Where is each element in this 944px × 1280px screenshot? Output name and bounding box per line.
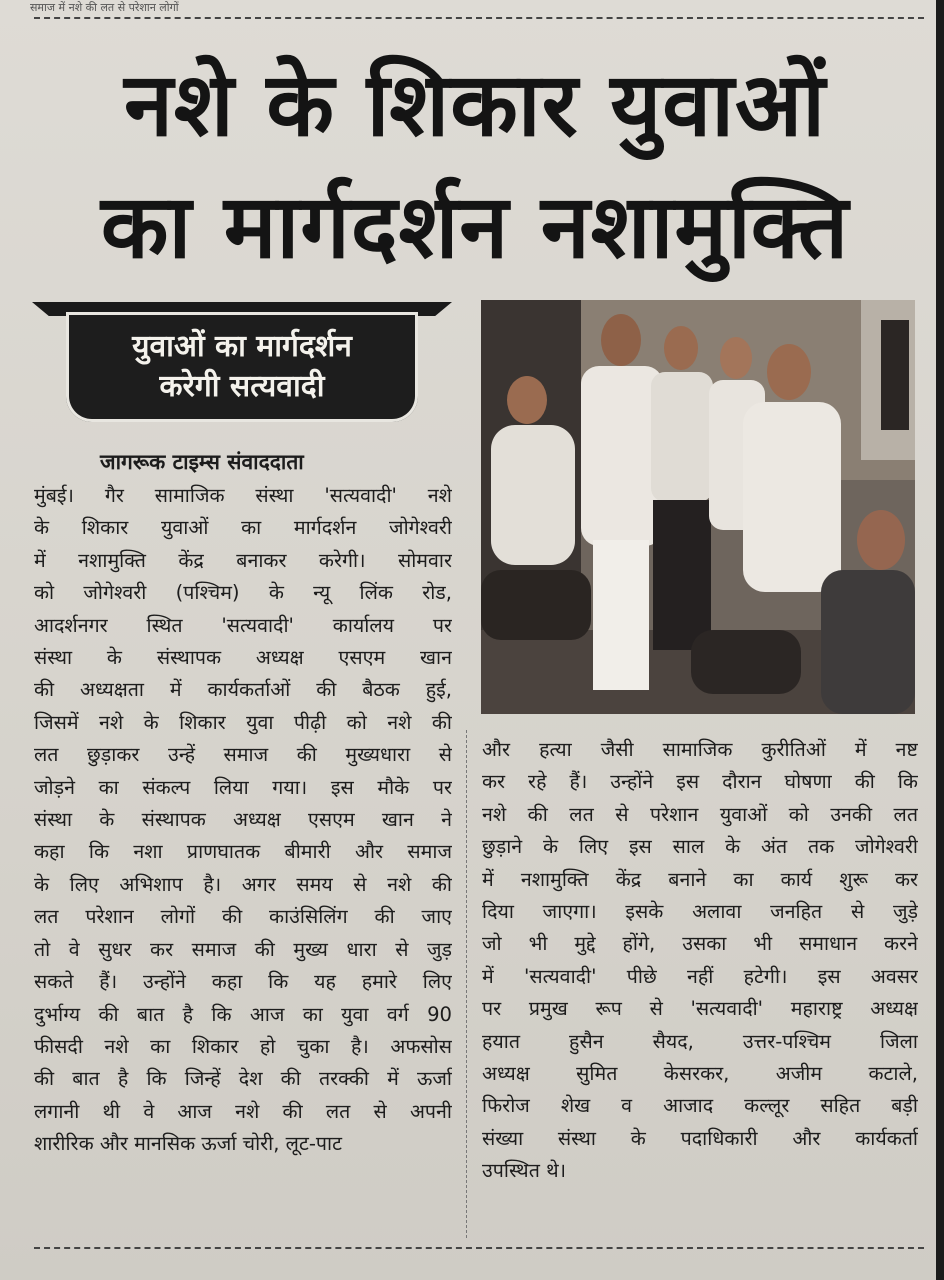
article-line: फीसदी नशे का शिकार हो चुका है। अफसोस <box>34 1034 452 1058</box>
article-line: पर प्रमुख रूप से 'सत्यवादी' महाराष्ट्र अध्यक्ष <box>482 997 918 1021</box>
article-line: नशे की लत से परेशान युवाओं को उनकी लत <box>482 802 918 826</box>
article-line: दुर्भाग्य की बात है कि आज का युवा वर्ग 90 <box>34 1002 452 1026</box>
article-line: में नशामुक्ति केंद्र बनाने का कार्य शुरू कर <box>482 867 918 891</box>
article-line: संस्था के संस्थापक अध्यक्ष एसएम खान <box>34 646 452 670</box>
subheadline-line-2: करेगी सत्यवादी <box>159 369 325 404</box>
article-line: फिरोज शेख व आजाद कल्लूर सहित बड़ी <box>482 1094 918 1118</box>
article-line: मुंबई। गैर सामाजिक संस्था 'सत्यवादी' नशे <box>34 484 452 507</box>
article-line: जोड़ने का संकल्प लिया गया। इस मौके पर <box>34 775 452 799</box>
article-line: की अध्यक्षता में कार्यकर्ताओं की बैठक हुई, <box>34 678 452 702</box>
article-line: लगानी थी वे आज नशे की लत से अपनी <box>34 1099 452 1123</box>
article-line: कहा कि नशा प्राणघातक बीमारी और समाज <box>34 840 452 864</box>
article-line: लत छुड़ाकर उन्हें समाज की मुख्यधारा से <box>34 743 452 767</box>
article-line: हयात हुसैन सैयद, उत्तर-पश्चिम जिला <box>482 1029 918 1053</box>
article-line: की बात है कि जिन्हें देश की तरक्की में ऊर्जा <box>34 1067 452 1091</box>
article-line: और हत्या जैसी सामाजिक कुरीतिओं में नष्ट <box>482 738 918 761</box>
article-line: संस्था के संस्थापक अध्यक्ष एसएम खान ने <box>34 808 452 832</box>
article-right-column <box>482 734 918 1188</box>
top-cut-text: समाज में नशे की लत से परेशान लोगों <box>30 1 179 14</box>
article-line: शारीरिक और मानसिक ऊर्जा चोरी, लूट-पाट <box>34 1132 342 1156</box>
article-line: कर रहे हैं। उन्होंने इस दौरान घोषणा की कि <box>482 770 918 794</box>
article-line: उपस्थित थे। <box>482 1159 567 1183</box>
article-line: के शिकार युवाओं का मार्गदर्शन जोगेश्वरी <box>34 516 452 540</box>
article-line: तो वे सुधर कर समाज की मुख्य धारा से जुड़ <box>34 937 452 961</box>
article-left-column <box>34 480 452 1161</box>
article-line: में नशामुक्ति केंद्र बनाकर करेगी। सोमवार <box>34 548 452 572</box>
article-line: अध्यक्ष सुमित केसरकर, अजीम कटाले, <box>482 1062 918 1086</box>
subheadline-box <box>32 302 452 428</box>
byline: जागरूक टाइम्स संवाददाता <box>100 450 304 474</box>
subheadline-panel <box>66 312 418 422</box>
headline-line-1: नशे के शिकार युवाओं <box>124 53 826 156</box>
article-line: जो भी मुद्दे होंगे, उसका भी समाधान करने <box>482 932 918 956</box>
headline-line-2: का मार्गदर्शन नशामुक्ति <box>100 175 850 278</box>
page-edge <box>936 0 944 1280</box>
article-line: में 'सत्यवादी' पीछे नहीं हटेगी। इस अवसर <box>482 964 918 988</box>
article-line: के लिए अभिशाप है। अगर समय से नशे की <box>34 872 452 896</box>
article-line: सकते हैं। उन्होंने कहा कि यह हमारे लिए <box>34 970 452 994</box>
article-line: आदर्शनगर स्थित 'सत्यवादी' कार्यालय पर <box>34 613 452 637</box>
article-line: दिया जाएगा। इसके अलावा जनहित से जुड़े <box>482 900 918 924</box>
group-photo <box>481 300 915 714</box>
article-line: को जोगेश्वरी (पश्चिम) के न्यू लिंक रोड, <box>34 581 452 605</box>
subheadline-line-1: युवाओं का मार्गदर्शन <box>132 329 352 364</box>
article-line: संख्या संस्था के पदाधिकारी और कार्यकर्ता <box>482 1126 918 1150</box>
article-line: छुड़ाने के लिए इस साल के अंत तक जोगेश्वरी <box>482 835 918 859</box>
group-photo-icon <box>481 300 915 714</box>
article-line: लत परेशान लोगों की काउंसिलिंग की जाए <box>34 905 452 929</box>
column-divider <box>466 730 467 1238</box>
top-dashed-rule <box>34 17 924 19</box>
bottom-dashed-rule <box>34 1247 924 1249</box>
article-line: जिसमें नशे के शिकार युवा पीढ़ी को नशे की <box>34 710 452 734</box>
